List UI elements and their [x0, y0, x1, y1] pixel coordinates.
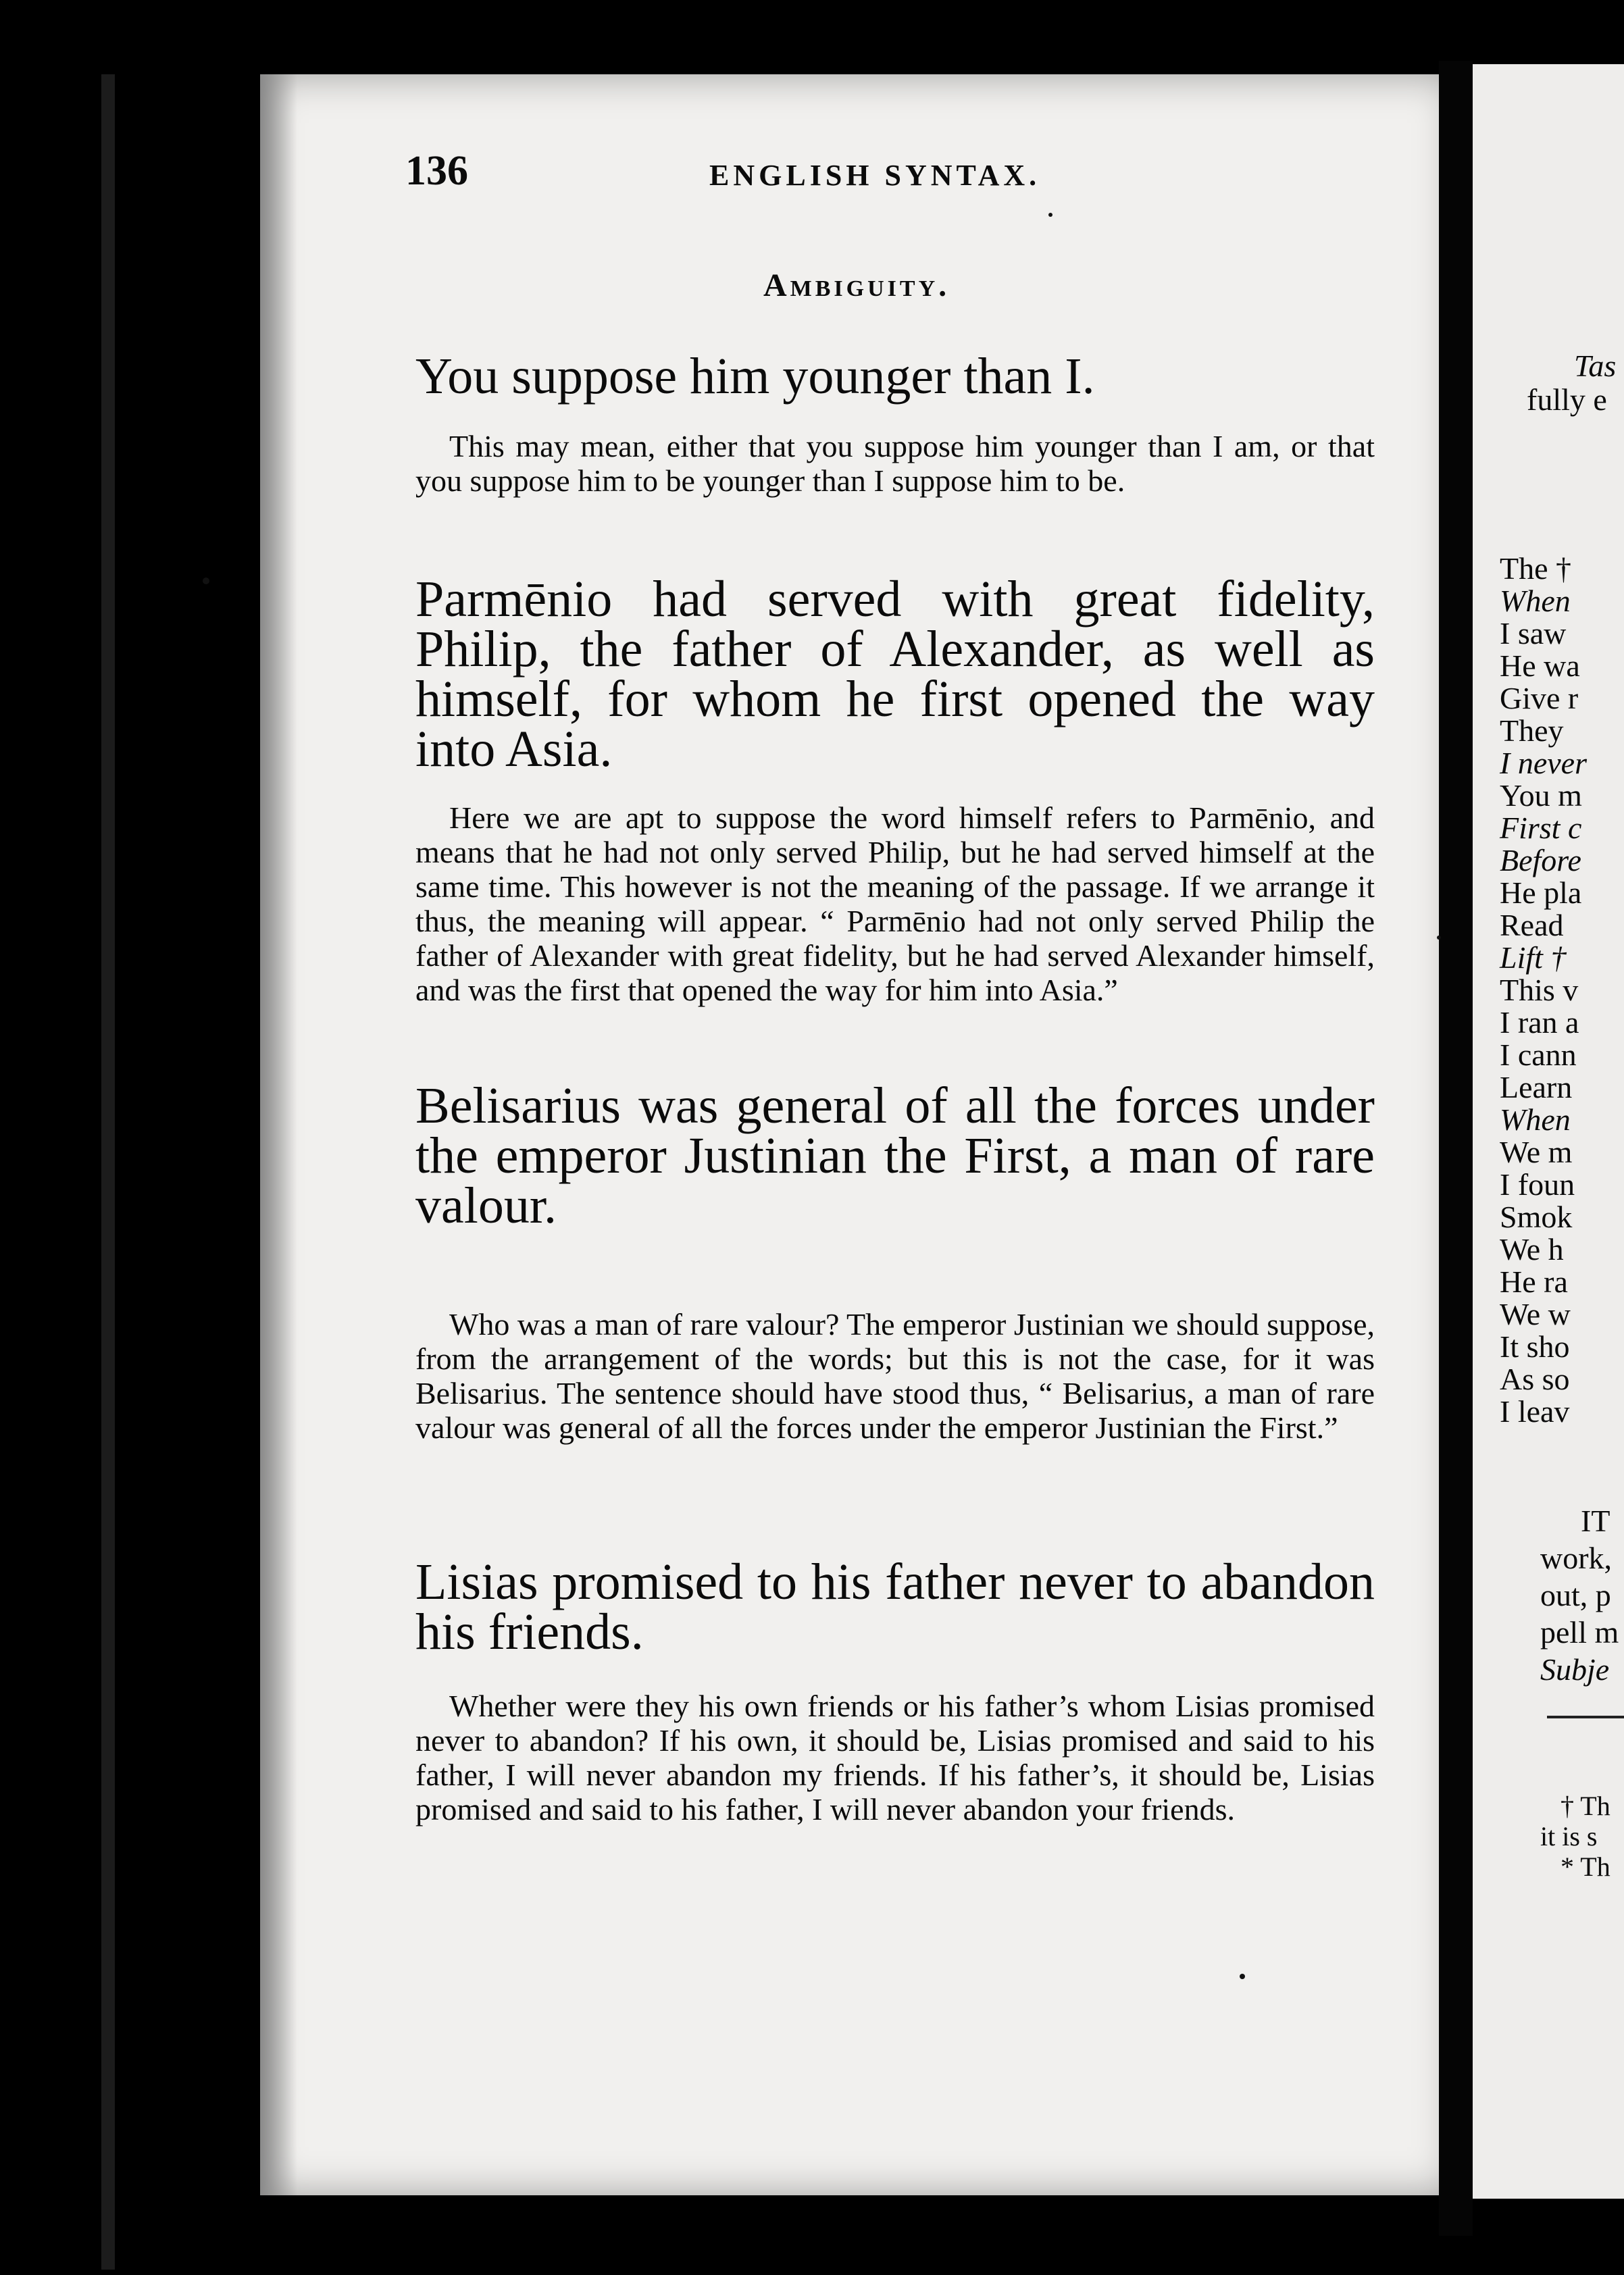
facing-line: Lift †: [1500, 940, 1567, 975]
facing-line: The †: [1500, 551, 1572, 586]
facing-line: out, p: [1540, 1578, 1611, 1612]
facing-line: Give r: [1500, 681, 1579, 715]
facing-line: IT: [1581, 1504, 1610, 1538]
facing-line: I cann: [1500, 1038, 1577, 1072]
scan-speck: [1240, 1974, 1245, 1979]
facing-line: Tas: [1574, 349, 1617, 383]
facing-line: This v: [1500, 973, 1579, 1007]
facing-line: I saw: [1500, 616, 1567, 650]
facing-line: I foun: [1500, 1167, 1575, 1202]
scan-speck: [1437, 936, 1441, 940]
example-sentence-4: Lisias promised to his father never to abandon his friends.: [415, 1554, 1375, 1660]
facing-line: I never: [1500, 746, 1587, 780]
facing-line: I ran a: [1500, 1005, 1579, 1040]
explanation-note-2: Here we are apt to suppose the word himself refers to Parmēnio, and means that he had not only served Philip, but he had served himself at the same time. This however is not the meaning of the passage. If we arrange it thus, the meaning will appear. “ Parmēnio had not only served Philip the father of Alexander with great fidelity, but he had served Alexander himself, and was the first that opened the way for him into Asia.”: [415, 800, 1375, 1007]
facing-line: * Th: [1560, 1851, 1610, 1882]
facing-line: We m: [1500, 1135, 1573, 1169]
facing-line: fully e: [1527, 382, 1607, 417]
facing-line: We h: [1500, 1232, 1564, 1267]
running-head-title: ENGLISH SYNTAX.: [709, 159, 1041, 192]
facing-line: it is s: [1540, 1821, 1598, 1851]
scan-speck: [1048, 213, 1052, 217]
explanation-note-4: Whether were they his own friends or his father’s whom Lisias promised never to abandon? If his own, it should be, Lisias promised and said to his father, I will never abandon my friends. If his father’s, it should be, Lisias promised and said to his father, I will never abandon your friends.: [415, 1689, 1375, 1826]
facing-line: We w: [1500, 1297, 1571, 1331]
facing-line: As so: [1500, 1362, 1570, 1396]
facing-line: When: [1500, 1102, 1571, 1137]
facing-line: First c: [1500, 811, 1582, 845]
facing-line: When: [1500, 584, 1571, 618]
facing-line: pell m: [1540, 1615, 1619, 1650]
page-number: 136: [405, 148, 468, 194]
page-edge-shading: [260, 74, 297, 2195]
facing-line: He ra: [1500, 1264, 1568, 1299]
example-sentence-2: Parmēnio had served with great fidelity, Philip, the father of Alexander, as well as himself, for whom he first opened the way into Asia.: [415, 571, 1375, 777]
footnote-rule: [1547, 1716, 1624, 1718]
facing-line: Before: [1500, 843, 1581, 877]
explanation-note-3: Who was a man of rare valour? The emperor Justinian we should suppose, from the arrangement of the words; but this is not the case, for it was Belisarius. The sentence should have stood thus, “ Belisarius, a man of rare valour was general of all the forces under the emperor Justinian the First.”: [415, 1307, 1375, 1445]
facing-line: They: [1500, 713, 1564, 748]
facing-line: Smok: [1500, 1200, 1573, 1234]
facing-line: It sho: [1500, 1329, 1570, 1364]
binding-shadow: [101, 74, 115, 2270]
book-gutter: [1439, 61, 1473, 2236]
explanation-note-1: This may mean, either that you suppose him younger than I am, or that you suppose him to be younger than I suppose him to be.: [415, 429, 1375, 498]
facing-line: † Th: [1560, 1791, 1610, 1821]
example-sentence-1: You suppose him younger than I.: [415, 348, 1095, 405]
scan-speck: [203, 578, 209, 584]
running-head: [405, 147, 1419, 201]
facing-line: You m: [1500, 778, 1582, 813]
facing-line: Learn: [1500, 1070, 1573, 1104]
facing-line: work,: [1540, 1541, 1613, 1575]
facing-line: Subje: [1540, 1652, 1610, 1687]
facing-line: He wa: [1500, 648, 1580, 683]
facing-line: Read: [1500, 908, 1564, 942]
facing-line: He pla: [1500, 875, 1582, 910]
section-heading: Ambiguity.: [763, 267, 950, 303]
example-sentence-3: Belisarius was general of all the forces under the emperor Justinian the First, a man of rare valour.: [415, 1077, 1375, 1234]
facing-line: I leav: [1500, 1394, 1570, 1429]
facing-page: [1473, 64, 1624, 2199]
